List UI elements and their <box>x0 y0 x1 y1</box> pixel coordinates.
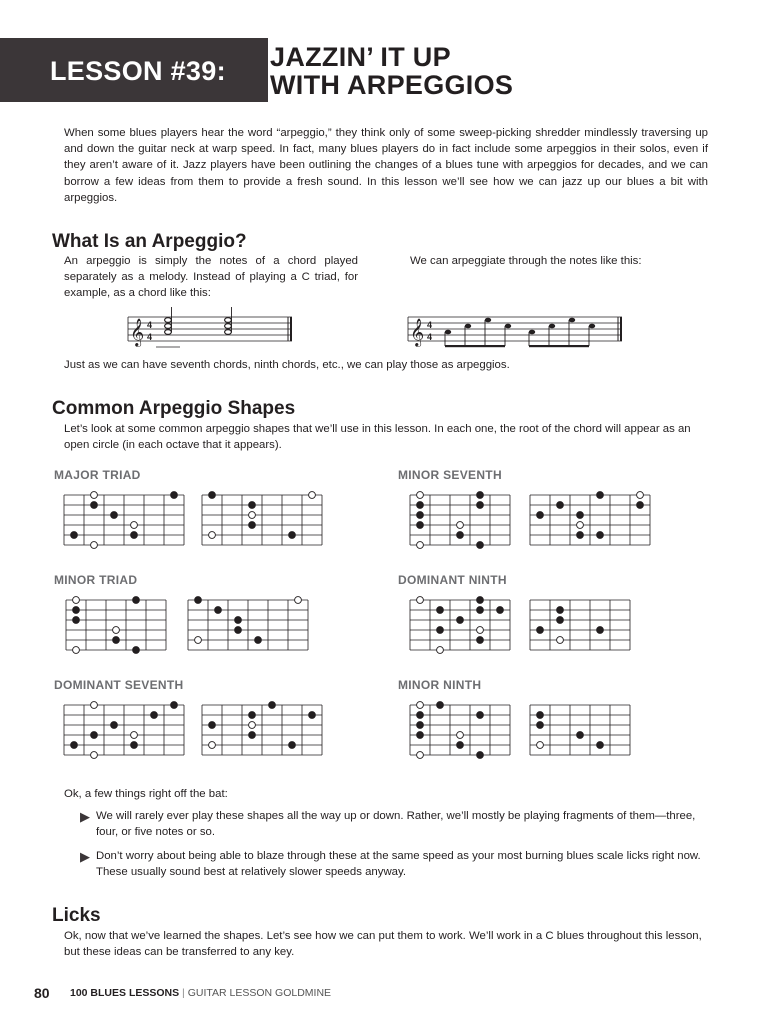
chord-notation <box>128 313 296 345</box>
root-note-dot <box>209 532 216 539</box>
note-dot <box>477 502 484 509</box>
note-dot <box>477 712 484 719</box>
diagram-minor-seventh-1 <box>408 489 516 551</box>
note-dot <box>597 532 604 539</box>
note-dot <box>195 597 202 604</box>
note-dot <box>215 607 222 614</box>
note-dot <box>71 742 78 749</box>
note-dot <box>289 532 296 539</box>
diagram-minor-triad-1 <box>64 594 172 656</box>
note-dot <box>131 742 138 749</box>
diagram-minor-ninth-2 <box>528 699 636 761</box>
root-note-dot <box>295 597 302 604</box>
root-note-dot <box>457 732 464 739</box>
running-footer <box>70 987 331 999</box>
lesson-title-line-2: WITH ARPEGGIOS <box>270 70 514 100</box>
label-minor-triad: MINOR TRIAD <box>54 573 138 587</box>
diagram-minor-triad-2 <box>186 594 314 656</box>
note-dot <box>417 732 424 739</box>
page-number: 80 <box>34 985 50 1001</box>
diagram-dominant-seventh-2 <box>200 699 328 761</box>
heading-common-shapes: Common Arpeggio Shapes <box>52 398 296 419</box>
heading-what-is-arpeggio: What Is an Arpeggio? <box>52 231 247 252</box>
diagram-minor-seventh-2 <box>528 489 656 551</box>
note-dot <box>417 522 424 529</box>
footer-book-title: 100 BLUES LESSONS <box>70 987 180 999</box>
svg-text:𝄞: 𝄞 <box>130 318 145 346</box>
svg-text:𝄞: 𝄞 <box>410 318 425 346</box>
note-dot <box>597 627 604 634</box>
note-dot <box>557 617 564 624</box>
root-note-dot <box>417 597 424 604</box>
note-dot <box>235 617 242 624</box>
root-note-dot <box>91 752 98 759</box>
bullet-arrow-icon: ▶ <box>80 849 90 864</box>
heading-licks: Licks <box>52 905 101 926</box>
note-dot <box>557 607 564 614</box>
note-dot <box>477 607 484 614</box>
note-dot <box>91 732 98 739</box>
intro-paragraph: When some blues players hear the word “arpeggio,” they think only of some sweep-picking shredder mindlessly traversing up and down the guitar neck at warp speed. In fact, many blues players do in fact include some arpeggios in their solos, even if they aren’t aware of it. Jazz players have been outlining the changes of a blues tune with arpeggios for decades, and we can borrow a few ideas from them to provide a fresh sound. In this lesson we’ll see how we can jazz up our blues a bit with arpeggios. <box>64 127 708 204</box>
root-note-dot <box>249 512 256 519</box>
diagram-dominant-ninth-1 <box>408 594 516 656</box>
root-note-dot <box>91 702 98 709</box>
note-dot <box>477 752 484 759</box>
note-dot <box>111 722 118 729</box>
note-dot <box>133 597 140 604</box>
note-dot <box>537 512 544 519</box>
note-dot <box>209 492 216 499</box>
note-dot <box>73 617 80 624</box>
note-dot <box>497 607 504 614</box>
note-dot <box>269 702 276 709</box>
note-dot <box>457 532 464 539</box>
note-dot <box>171 492 178 499</box>
note-dot <box>437 702 444 709</box>
note-dot <box>477 542 484 549</box>
note-dot <box>151 712 158 719</box>
label-minor-ninth: MINOR NINTH <box>398 678 482 692</box>
root-note-dot <box>557 637 564 644</box>
note-dot <box>537 712 544 719</box>
root-note-dot <box>457 522 464 529</box>
footer-separator: | <box>182 987 185 999</box>
notes-intro: Ok, a few things right off the bat: <box>64 788 228 800</box>
svg-text:4: 4 <box>147 320 153 330</box>
root-note-dot <box>417 492 424 499</box>
label-major-triad: MAJOR TRIAD <box>54 468 141 482</box>
note-dot <box>557 502 564 509</box>
root-note-dot <box>417 752 424 759</box>
label-minor-seventh: MINOR SEVENTH <box>398 468 502 482</box>
note-dot <box>73 607 80 614</box>
root-note-dot <box>91 542 98 549</box>
note-dot <box>131 532 138 539</box>
diagram-dominant-ninth-2 <box>528 594 636 656</box>
note-dot <box>597 742 604 749</box>
root-note-dot <box>417 702 424 709</box>
bullet-text-1: We will rarely ever play these shapes all the way up or down. Rather, we’ll mostly be playing fragments of them—three, four, or five notes or so. <box>96 810 696 839</box>
note-dot <box>477 492 484 499</box>
diagram-major-triad-2 <box>200 489 328 551</box>
svg-text:4: 4 <box>147 332 153 342</box>
note-dot <box>309 712 316 719</box>
note-dot <box>417 722 424 729</box>
note-dot <box>249 502 256 509</box>
note-dot <box>249 732 256 739</box>
arpeggio-after-text: Just as we can have seventh chords, ninth chords, etc., we can play those as arpeggios. <box>64 359 510 371</box>
bullet-arrow-icon: ▶ <box>80 809 90 824</box>
note-dot <box>637 502 644 509</box>
note-dot <box>255 637 262 644</box>
svg-text:4: 4 <box>427 320 433 330</box>
root-note-dot <box>437 647 444 654</box>
label-dominant-seventh: DOMINANT SEVENTH <box>54 678 184 692</box>
note-dot <box>577 732 584 739</box>
arpeggio-left-text: An arpeggio is simply the notes of a chord played separately as a melody. Instead of playing a C triad, for example, as a chord like this: <box>64 255 358 299</box>
root-note-dot <box>91 492 98 499</box>
root-note-dot <box>73 597 80 604</box>
root-note-dot <box>637 492 644 499</box>
note-dot <box>457 617 464 624</box>
root-note-dot <box>309 492 316 499</box>
note-dot <box>417 512 424 519</box>
note-dot <box>133 647 140 654</box>
root-note-dot <box>249 722 256 729</box>
diagram-minor-ninth-1 <box>408 699 516 761</box>
root-note-dot <box>195 637 202 644</box>
note-dot <box>91 502 98 509</box>
note-dot <box>437 607 444 614</box>
root-note-dot <box>131 732 138 739</box>
bullet-text-2: Don’t worry about being able to blaze through these at the same speed as your most burning blues scale licks right now. These usually sound best at relatively slower speeds anyway. <box>96 850 701 879</box>
note-dot <box>235 627 242 634</box>
note-dot <box>577 512 584 519</box>
footer-series: GUITAR LESSON GOLDMINE <box>187 987 332 999</box>
licks-text: Ok, now that we’ve learned the shapes. Let’s see how we can put them to work. We’ll work in a C blues throughout this lesson, but these ideas can be transferred to any key. <box>64 930 702 959</box>
lesson-title-line-1: JAZZIN’ IT UP <box>270 42 451 72</box>
note-dot <box>457 742 464 749</box>
note-dot <box>209 722 216 729</box>
arpeggio-notation <box>408 313 626 345</box>
note-dot <box>417 502 424 509</box>
note-dot <box>477 637 484 644</box>
label-dominant-ninth: DOMINANT NINTH <box>398 573 507 587</box>
svg-text:4: 4 <box>427 332 433 342</box>
note-dot <box>577 532 584 539</box>
root-note-dot <box>113 627 120 634</box>
root-note-dot <box>537 742 544 749</box>
note-dot <box>71 532 78 539</box>
diagram-dominant-seventh-1 <box>62 699 190 761</box>
note-dot <box>537 627 544 634</box>
note-dot <box>597 492 604 499</box>
note-dot <box>289 742 296 749</box>
diagram-major-triad-1 <box>62 489 190 551</box>
note-dot <box>171 702 178 709</box>
root-note-dot <box>131 522 138 529</box>
root-note-dot <box>209 742 216 749</box>
shapes-intro-text: Let’s look at some common arpeggio shapes that we’ll use in this lesson. In each one, the root of the chord will appear as an open circle (in each octave that it appears). <box>64 423 691 452</box>
note-dot <box>537 722 544 729</box>
note-dot <box>111 512 118 519</box>
root-note-dot <box>73 647 80 654</box>
note-dot <box>113 637 120 644</box>
note-dot <box>249 712 256 719</box>
root-note-dot <box>577 522 584 529</box>
root-note-dot <box>477 627 484 634</box>
note-dot <box>249 522 256 529</box>
note-dot <box>437 627 444 634</box>
note-dot <box>417 712 424 719</box>
arpeggio-right-text: We can arpeggiate through the notes like this: <box>410 255 642 267</box>
lesson-label: LESSON #39: <box>50 56 226 86</box>
root-note-dot <box>417 542 424 549</box>
note-dot <box>477 597 484 604</box>
